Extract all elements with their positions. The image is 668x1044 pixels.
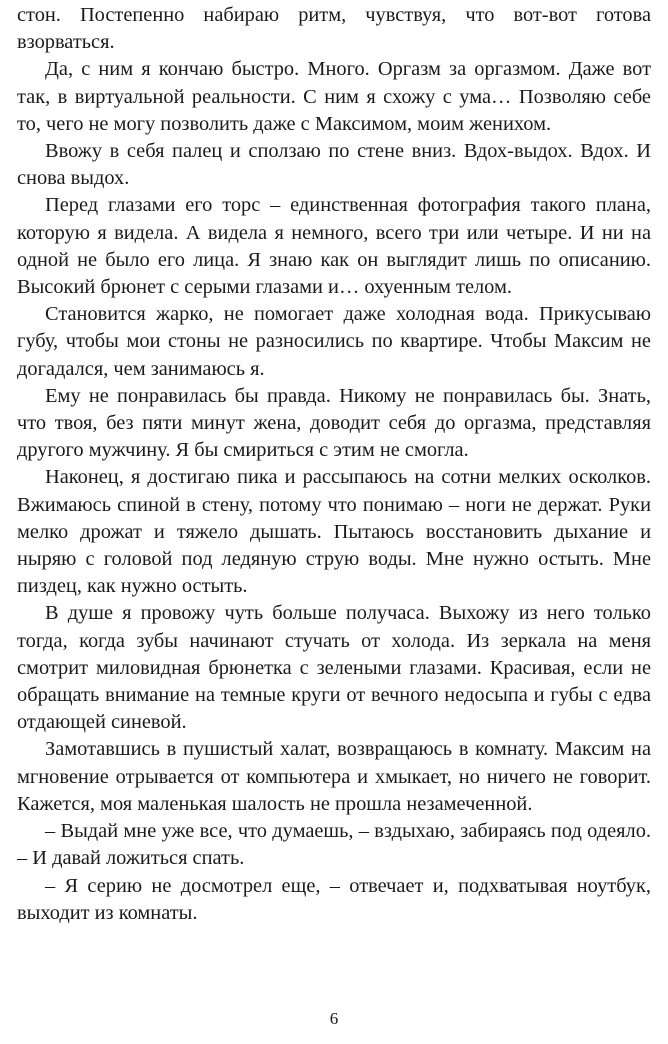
paragraph-9: Замотавшись в пушистый халат, возвращаюсь в комнату. Максим на мгновение отрывается от компьютера и хмыкает, но ничего не говорит. Кажется, моя маленькая шалость не прошла незамеченной.: [17, 738, 651, 815]
paragraph-8: В душе я провожу чуть больше получаса. Выхожу из него только тогда, когда зубы начинают стучать от холода. Из зеркала на меня смотрит миловидная брюнетка с зелеными глазами. Красивая, если не обращать внимание на темные круги от вечного недосыпа и губы с едва отдающей синевой.: [17, 602, 651, 734]
paragraph-3: Ввожу в себя палец и сползаю по стене вниз. Вдох-выдох. Вдох. И снова выдох.: [17, 140, 651, 190]
paragraph-2: Да, с ним я кончаю быстро. Много. Оргазм за оргазмом. Даже вот так, в виртуальной реальности. С ним я схожу с ума… Позволяю себе то, чего не могу позволить даже с Максимом, моим женихом.: [17, 58, 651, 135]
paragraph-1: стон. Постепенно набираю ритм, чувствуя, что вот-вот готова взорваться.: [17, 4, 651, 54]
paragraph-11: – Я серию не досмотрел еще, – отвечает и, подхватывая ноутбук, выходит из комнаты.: [17, 874, 651, 924]
paragraph-4: Перед глазами его торс – единственная фотография такого плана, которую я видела. А видела я немного, всего три или четыре. И ни на одной не было его лица. Я знаю как он выглядит лишь по описанию. Высокий брюнет с серыми глазами и… охуенным телом.: [17, 194, 651, 299]
paragraph-5: Становится жарко, не помогает даже холодная вода. Прикусываю губу, чтобы мои стоны не разносились по квартире. Чтобы Максим не догадался, чем занимаюсь я.: [17, 303, 651, 380]
page-number: 6: [329, 1009, 339, 1028]
paragraph-6: Ему не понравилась бы правда. Никому не понравилась бы. Знать, что твоя, без пяти минут жена, доводит себя до оргазма, представляя другого мужчину. Я бы смириться с этим не смогла.: [17, 384, 651, 462]
paragraph-7: Наконец, я достигаю пика и рассыпаюсь на сотни мелких осколков. Вжимаюсь спиной в стену, потому что понимаю – ноги не держат. Руки мелко дрожат и тяжело дышать. Пытаюсь восстановить дыхание и ныряю с головой под ледяную струю воды. Мне нужно остыть. Мне пиздец, как нужно остыть.: [17, 466, 651, 598]
page-body: [17, 2, 651, 927]
paragraph-10: – Выдай мне уже все, что думаешь, – вздыхаю, забираясь под одеяло. – И давай ложиться спать.: [17, 820, 651, 870]
